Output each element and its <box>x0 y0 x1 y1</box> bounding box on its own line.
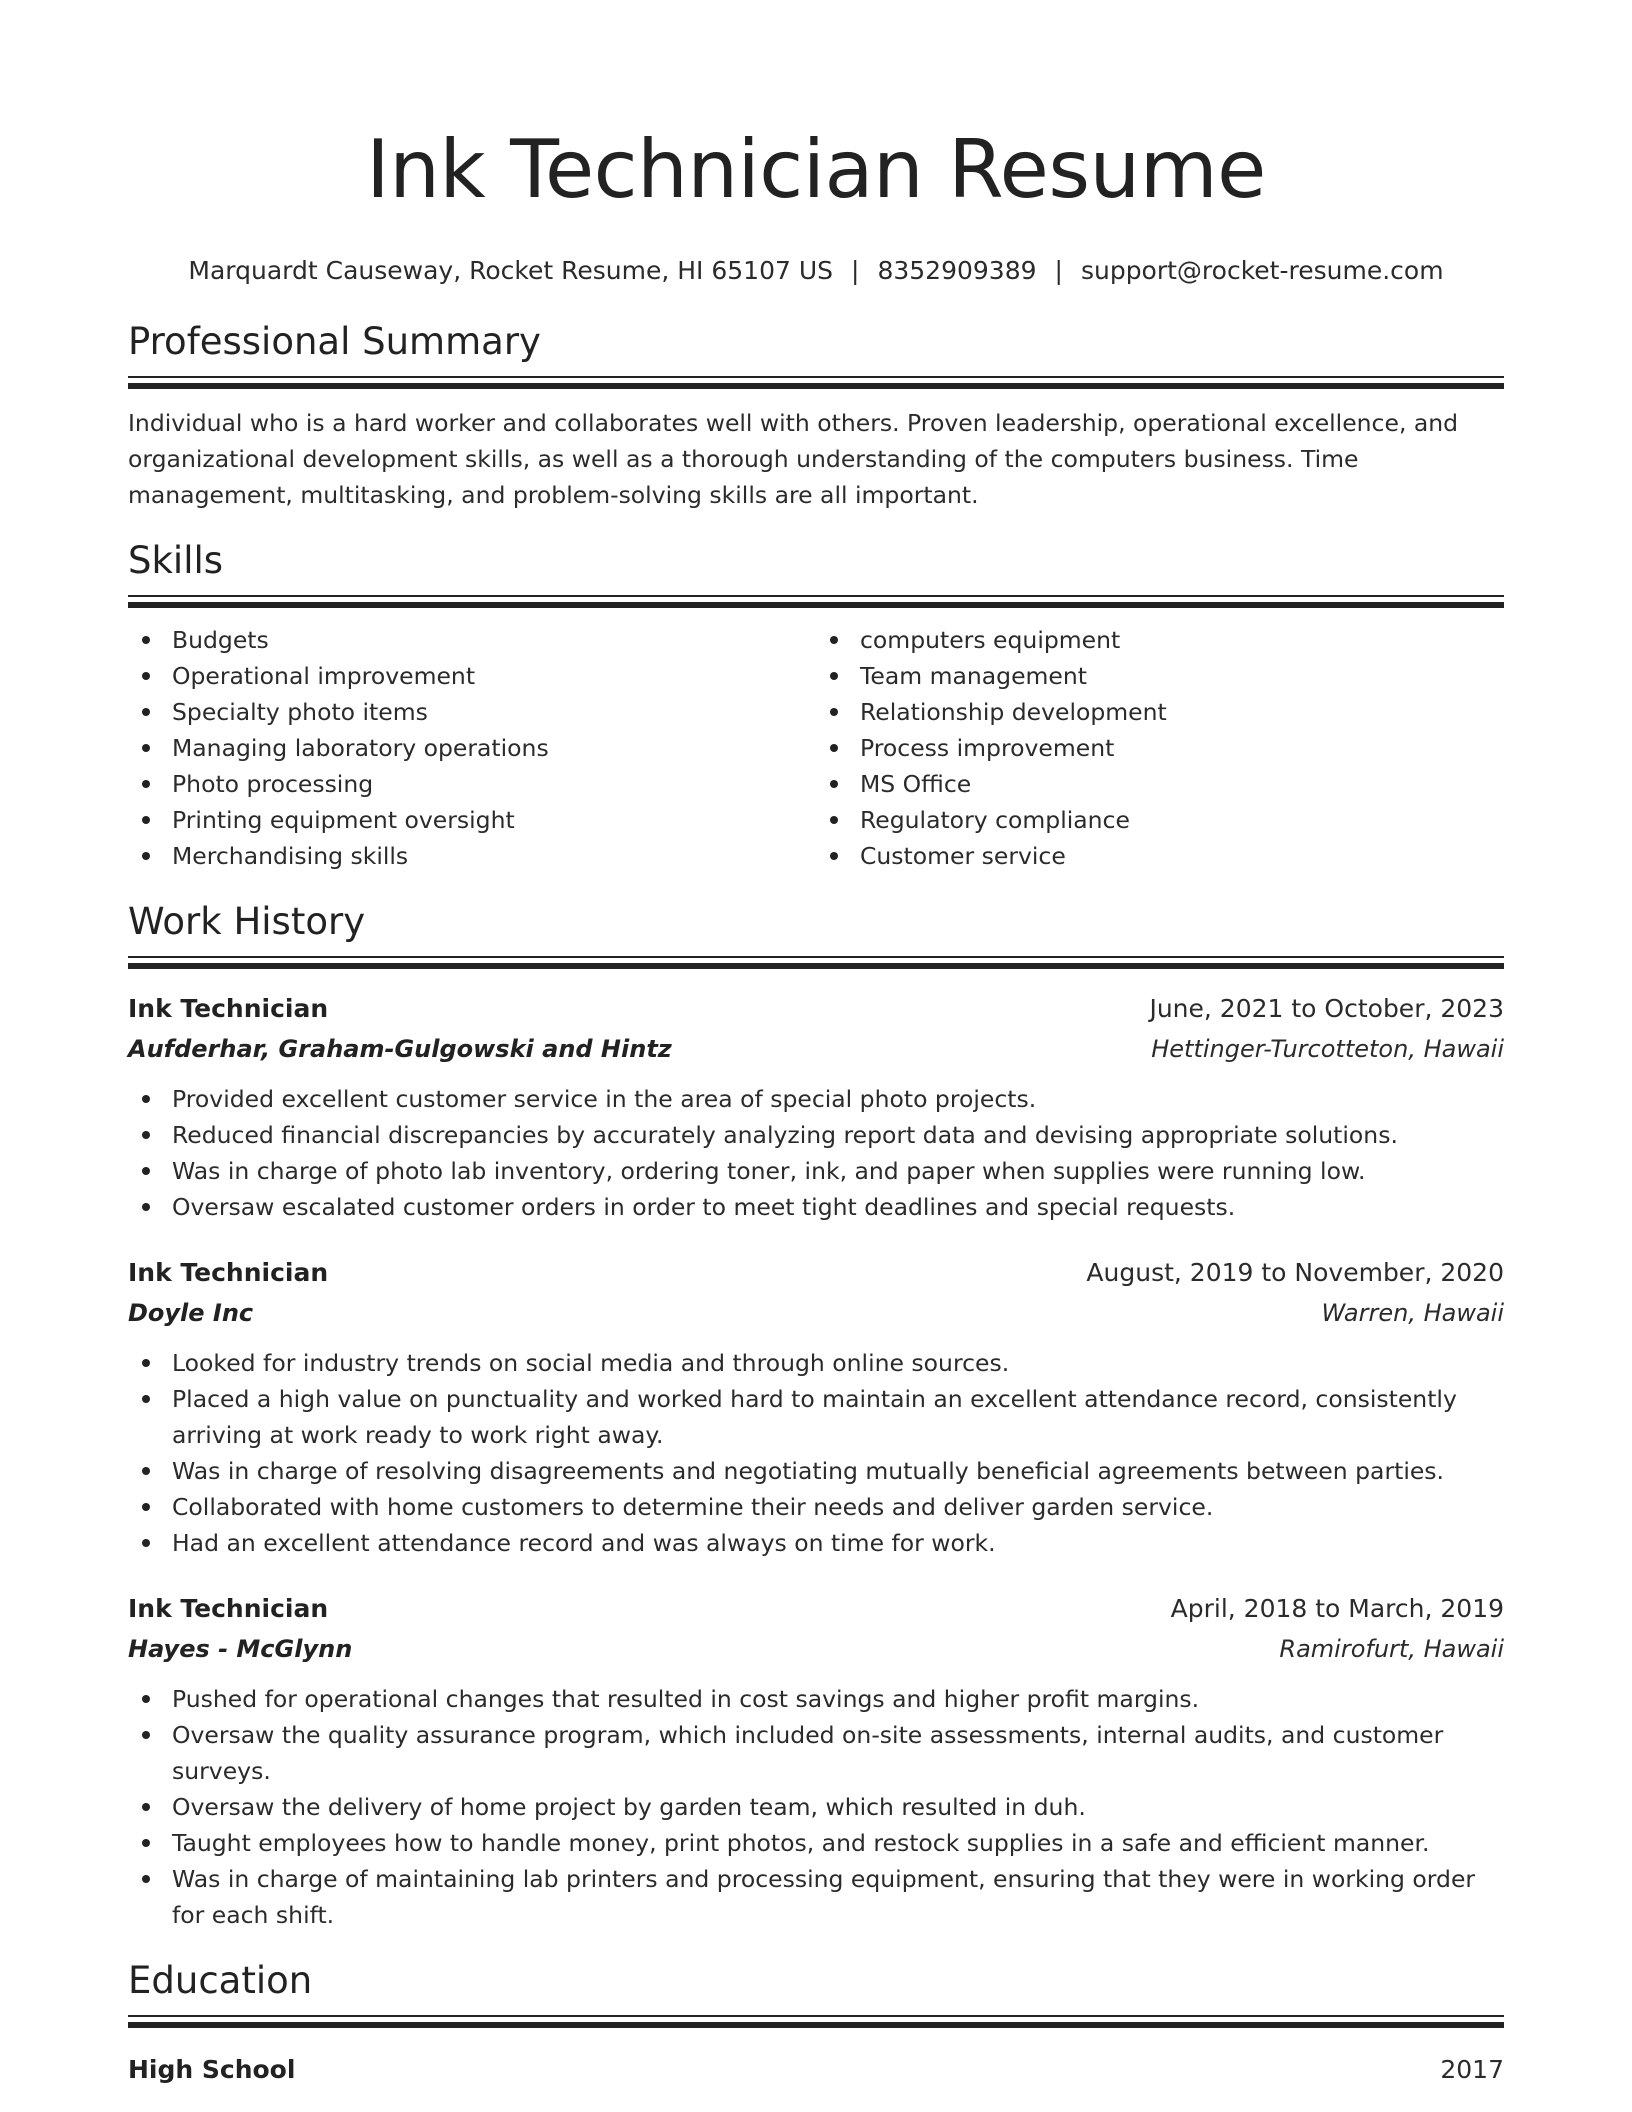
education-degree: High School <box>128 2055 296 2084</box>
section-divider <box>128 376 1504 389</box>
job-entry <box>128 989 1504 1225</box>
section-divider <box>128 595 1504 608</box>
job-entry <box>128 1589 1504 1933</box>
job-location: Ramirofurt, Hawaii <box>1279 1635 1504 1663</box>
education-entry <box>128 2050 1504 2090</box>
resume-title: Ink Technician Resume <box>366 123 1266 216</box>
job-bullet: Placed a high value on punctuality and worked hard to maintain an excellent attendance record, consistently arriving at work ready to work right away. <box>128 1381 1504 1453</box>
skill-item: Merchandising skills <box>128 838 816 874</box>
job-bullet: Reduced financial discrepancies by accurately analyzing report data and devising appropriate solutions. <box>128 1117 1504 1153</box>
education-heading: Education <box>128 1959 313 2002</box>
job-company: Aufderhar, Graham-Gulgowski and Hintz <box>128 1035 672 1063</box>
job-dates: April, 2018 to March, 2019 <box>1170 1594 1504 1623</box>
section-divider <box>128 956 1504 969</box>
job-bullet: Was in charge of resolving disagreements and negotiating mutually beneficial agreements between parties. <box>128 1453 1504 1489</box>
skill-item: Customer service <box>816 838 1504 874</box>
job-location: Hettinger-Turcotteton, Hawaii <box>1151 1035 1504 1063</box>
job-header <box>128 1589 1504 1629</box>
skill-item: Budgets <box>128 622 816 658</box>
skills-heading: Skills <box>128 539 224 582</box>
skills-list-right <box>816 622 1504 874</box>
contact-separator: | <box>851 256 860 285</box>
job-bullet: Oversaw the quality assurance program, which included on-site assessments, internal audits, and customer surveys. <box>128 1717 1504 1789</box>
job-bullet: Oversaw the delivery of home project by garden team, which resulted in duh. <box>128 1789 1504 1825</box>
summary-heading: Professional Summary <box>128 320 541 363</box>
job-location: Warren, Hawaii <box>1321 1299 1504 1327</box>
job-bullet: Looked for industry trends on social media and through online sources. <box>128 1345 1504 1381</box>
skill-item: Process improvement <box>816 730 1504 766</box>
job-bullet: Was in charge of maintaining lab printers and processing equipment, ensuring that they were in working order for each shift. <box>128 1861 1504 1933</box>
contact-line <box>128 254 1504 288</box>
job-title: Ink Technician <box>128 1594 329 1623</box>
job-title: Ink Technician <box>128 1258 329 1287</box>
skills-columns <box>128 622 1504 874</box>
skill-item: Photo processing <box>128 766 816 802</box>
job-subheader <box>128 1629 1504 1669</box>
job-company: Doyle Inc <box>128 1299 254 1327</box>
summary-section <box>128 318 1504 513</box>
contact-phone: 8352909389 <box>877 256 1037 285</box>
skill-item: Specialty photo items <box>128 694 816 730</box>
job-subheader <box>128 1029 1504 1069</box>
section-divider <box>128 2015 1504 2028</box>
job-bullets <box>128 1681 1504 1933</box>
work-heading: Work History <box>128 900 366 943</box>
job-dates: August, 2019 to November, 2020 <box>1086 1258 1504 1287</box>
job-entry <box>128 1253 1504 1561</box>
job-header <box>128 989 1504 1029</box>
job-title: Ink Technician <box>128 994 329 1023</box>
job-subheader <box>128 1293 1504 1333</box>
skill-item: Team management <box>816 658 1504 694</box>
skill-item: Regulatory compliance <box>816 802 1504 838</box>
job-company: Hayes - McGlynn <box>128 1635 353 1663</box>
job-bullets <box>128 1345 1504 1561</box>
work-section <box>128 898 1504 1933</box>
skill-item: Relationship development <box>816 694 1504 730</box>
skills-list-left <box>128 622 816 874</box>
job-bullets <box>128 1081 1504 1225</box>
job-bullet: Had an excellent attendance record and was always on time for work. <box>128 1525 1504 1561</box>
job-bullet: Collaborated with home customers to determine their needs and deliver garden service. <box>128 1489 1504 1525</box>
skills-section <box>128 537 1504 874</box>
job-bullet: Taught employees how to handle money, print photos, and restock supplies in a safe and efficient manner. <box>128 1825 1504 1861</box>
skill-item: MS Office <box>816 766 1504 802</box>
skill-item: computers equipment <box>816 622 1504 658</box>
skill-item: Managing laboratory operations <box>128 730 816 766</box>
summary-text: Individual who is a hard worker and collaborates well with others. Proven leadership, operational excellence, and organizational development skills, as well as a thorough understanding of the computers business. Time management, multitasking, and problem-solving skills are all important. <box>128 409 1459 509</box>
education-year: 2017 <box>1440 2055 1504 2084</box>
job-header <box>128 1253 1504 1293</box>
job-bullet: Was in charge of photo lab inventory, ordering toner, ink, and paper when supplies were running low. <box>128 1153 1504 1189</box>
job-dates: June, 2021 to October, 2023 <box>1149 994 1504 1023</box>
contact-email: support@rocket-resume.com <box>1080 256 1444 285</box>
skill-item: Operational improvement <box>128 658 816 694</box>
job-bullet: Provided excellent customer service in the area of special photo projects. <box>128 1081 1504 1117</box>
job-bullet: Pushed for operational changes that resulted in cost savings and higher profit margins. <box>128 1681 1504 1717</box>
education-section <box>128 1957 1504 2090</box>
contact-separator: | <box>1054 256 1063 285</box>
contact-address: Marquardt Causeway, Rocket Resume, HI 65107 US <box>188 256 834 285</box>
skill-item: Printing equipment oversight <box>128 802 816 838</box>
job-bullet: Oversaw escalated customer orders in order to meet tight deadlines and special requests. <box>128 1189 1504 1225</box>
